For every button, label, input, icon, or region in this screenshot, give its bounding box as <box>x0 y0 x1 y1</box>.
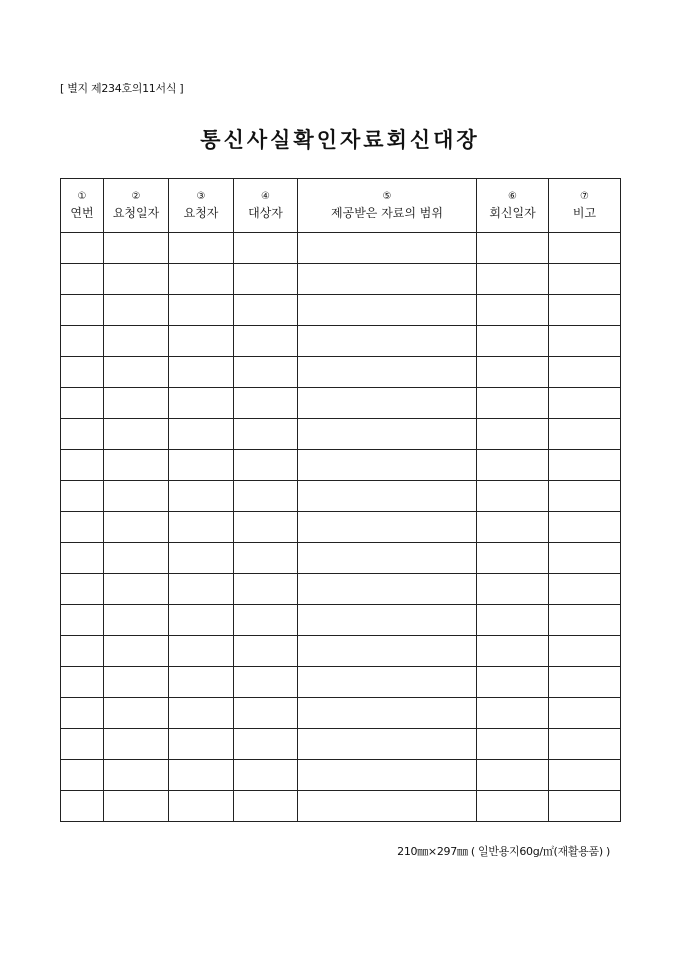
cell-remarks <box>549 326 621 357</box>
column-number: ⑥ <box>508 191 517 202</box>
cell-requester <box>169 791 234 822</box>
cell-remarks <box>549 760 621 791</box>
cell-data-scope <box>298 791 477 822</box>
cell-reply-date <box>477 481 549 512</box>
cell-reply-date <box>477 636 549 667</box>
cell-subject <box>234 512 298 543</box>
column-number: ① <box>77 191 87 202</box>
column-header-subject <box>234 179 298 233</box>
cell-remarks <box>549 388 621 419</box>
column-label: 대상자 <box>248 206 283 220</box>
cell-data-scope <box>298 543 477 574</box>
cell-remarks <box>549 605 621 636</box>
table-row <box>61 388 621 419</box>
cell-serial <box>61 512 104 543</box>
cell-subject <box>234 605 298 636</box>
cell-reply-date <box>477 357 549 388</box>
cell-subject <box>234 729 298 760</box>
cell-serial <box>61 791 104 822</box>
cell-requester <box>169 605 234 636</box>
cell-requester <box>169 264 234 295</box>
cell-subject <box>234 636 298 667</box>
cell-requester <box>169 450 234 481</box>
table-row <box>61 543 621 574</box>
cell-serial <box>61 667 104 698</box>
cell-reply-date <box>477 388 549 419</box>
cell-data-scope <box>298 326 477 357</box>
cell-data-scope <box>298 698 477 729</box>
column-header-remarks <box>549 179 621 233</box>
cell-reply-date <box>477 264 549 295</box>
cell-subject <box>234 233 298 264</box>
column-label: 비고 <box>572 206 597 220</box>
register-table <box>60 178 621 822</box>
cell-requester <box>169 512 234 543</box>
cell-remarks <box>549 667 621 698</box>
column-label: 연번 <box>70 206 94 220</box>
cell-serial <box>61 481 104 512</box>
cell-remarks <box>549 543 621 574</box>
register-body <box>61 233 621 822</box>
table-row <box>61 667 621 698</box>
cell-reply-date <box>477 791 549 822</box>
cell-serial <box>61 636 104 667</box>
cell-remarks <box>549 481 621 512</box>
table-row <box>61 636 621 667</box>
cell-request-date <box>104 636 169 667</box>
cell-subject <box>234 450 298 481</box>
cell-reply-date <box>477 605 549 636</box>
cell-serial <box>61 326 104 357</box>
cell-requester <box>169 698 234 729</box>
cell-serial <box>61 233 104 264</box>
cell-reply-date <box>477 233 549 264</box>
cell-data-scope <box>298 357 477 388</box>
cell-subject <box>234 357 298 388</box>
cell-requester <box>169 419 234 450</box>
cell-remarks <box>549 636 621 667</box>
table-row <box>61 791 621 822</box>
cell-data-scope <box>298 450 477 481</box>
cell-remarks <box>549 419 621 450</box>
table-row <box>61 605 621 636</box>
column-header-requester <box>169 179 234 233</box>
cell-remarks <box>549 729 621 760</box>
cell-serial <box>61 388 104 419</box>
column-number: ⑤ <box>382 191 392 202</box>
column-header-serial <box>61 179 104 233</box>
cell-subject <box>234 791 298 822</box>
cell-requester <box>169 388 234 419</box>
column-label: 요청자 <box>183 206 219 220</box>
cell-reply-date <box>477 729 549 760</box>
cell-request-date <box>104 667 169 698</box>
document-title: 통신사실확인자료회신대장 <box>200 127 480 152</box>
cell-data-scope <box>298 729 477 760</box>
cell-serial <box>61 605 104 636</box>
cell-data-scope <box>298 388 477 419</box>
table-row <box>61 729 621 760</box>
cell-request-date <box>104 698 169 729</box>
table-row <box>61 295 621 326</box>
cell-requester <box>169 574 234 605</box>
cell-subject <box>234 388 298 419</box>
cell-request-date <box>104 512 169 543</box>
cell-subject <box>234 419 298 450</box>
cell-reply-date <box>477 760 549 791</box>
cell-subject <box>234 574 298 605</box>
cell-request-date <box>104 326 169 357</box>
table-row <box>61 481 621 512</box>
column-label: 회신일자 <box>489 206 536 220</box>
cell-data-scope <box>298 667 477 698</box>
cell-subject <box>234 760 298 791</box>
cell-remarks <box>549 295 621 326</box>
cell-remarks <box>549 512 621 543</box>
cell-reply-date <box>477 512 549 543</box>
cell-subject <box>234 667 298 698</box>
cell-data-scope <box>298 636 477 667</box>
cell-data-scope <box>298 295 477 326</box>
cell-requester <box>169 667 234 698</box>
cell-remarks <box>549 450 621 481</box>
column-number: ⑦ <box>580 191 589 202</box>
cell-request-date <box>104 233 169 264</box>
cell-reply-date <box>477 574 549 605</box>
table-row <box>61 233 621 264</box>
cell-subject <box>234 543 298 574</box>
cell-serial <box>61 543 104 574</box>
cell-reply-date <box>477 450 549 481</box>
column-header-reply-date <box>477 179 549 233</box>
cell-reply-date <box>477 326 549 357</box>
cell-request-date <box>104 295 169 326</box>
cell-data-scope <box>298 233 477 264</box>
header-row <box>61 179 621 233</box>
cell-subject <box>234 326 298 357</box>
cell-reply-date <box>477 698 549 729</box>
cell-request-date <box>104 264 169 295</box>
table-row <box>61 264 621 295</box>
column-number: ③ <box>196 191 206 202</box>
cell-subject <box>234 698 298 729</box>
column-header-data-scope <box>298 179 477 233</box>
cell-subject <box>234 264 298 295</box>
cell-serial <box>61 357 104 388</box>
cell-serial <box>61 295 104 326</box>
cell-request-date <box>104 605 169 636</box>
cell-remarks <box>549 264 621 295</box>
cell-requester <box>169 357 234 388</box>
table-row <box>61 512 621 543</box>
cell-data-scope <box>298 481 477 512</box>
cell-requester <box>169 326 234 357</box>
table-row <box>61 419 621 450</box>
cell-reply-date <box>477 295 549 326</box>
cell-data-scope <box>298 605 477 636</box>
cell-remarks <box>549 698 621 729</box>
cell-request-date <box>104 574 169 605</box>
column-number: ② <box>131 191 141 202</box>
cell-serial <box>61 698 104 729</box>
cell-requester <box>169 543 234 574</box>
cell-data-scope <box>298 264 477 295</box>
column-number: ④ <box>261 191 270 202</box>
cell-reply-date <box>477 667 549 698</box>
cell-request-date <box>104 543 169 574</box>
cell-serial <box>61 450 104 481</box>
cell-requester <box>169 636 234 667</box>
column-header-request-date <box>104 179 169 233</box>
cell-request-date <box>104 760 169 791</box>
cell-serial <box>61 729 104 760</box>
cell-remarks <box>549 357 621 388</box>
table-row <box>61 760 621 791</box>
cell-data-scope <box>298 419 477 450</box>
column-label: 요청일자 <box>112 206 160 220</box>
form-number-label: [ 별지 제234호의11서식 ] <box>60 82 184 95</box>
cell-request-date <box>104 388 169 419</box>
cell-subject <box>234 481 298 512</box>
cell-request-date <box>104 450 169 481</box>
column-label: 제공받은 자료의 범위 <box>331 206 443 220</box>
table-row <box>61 698 621 729</box>
cell-serial <box>61 419 104 450</box>
cell-request-date <box>104 791 169 822</box>
cell-remarks <box>549 791 621 822</box>
table-row <box>61 574 621 605</box>
cell-data-scope <box>298 512 477 543</box>
cell-requester <box>169 233 234 264</box>
cell-serial <box>61 574 104 605</box>
cell-request-date <box>104 481 169 512</box>
cell-data-scope <box>298 574 477 605</box>
cell-requester <box>169 295 234 326</box>
cell-serial <box>61 264 104 295</box>
cell-reply-date <box>477 419 549 450</box>
cell-remarks <box>549 233 621 264</box>
cell-request-date <box>104 729 169 760</box>
cell-serial <box>61 760 104 791</box>
cell-requester <box>169 760 234 791</box>
cell-requester <box>169 481 234 512</box>
cell-data-scope <box>298 760 477 791</box>
paper-spec-footer: 210㎜×297㎜ ( 일반용지60g/㎡(재활용품) ) <box>397 845 610 858</box>
cell-request-date <box>104 357 169 388</box>
cell-reply-date <box>477 543 549 574</box>
cell-requester <box>169 729 234 760</box>
table-row <box>61 450 621 481</box>
cell-remarks <box>549 574 621 605</box>
cell-request-date <box>104 419 169 450</box>
cell-subject <box>234 295 298 326</box>
table-row <box>61 326 621 357</box>
table-row <box>61 357 621 388</box>
